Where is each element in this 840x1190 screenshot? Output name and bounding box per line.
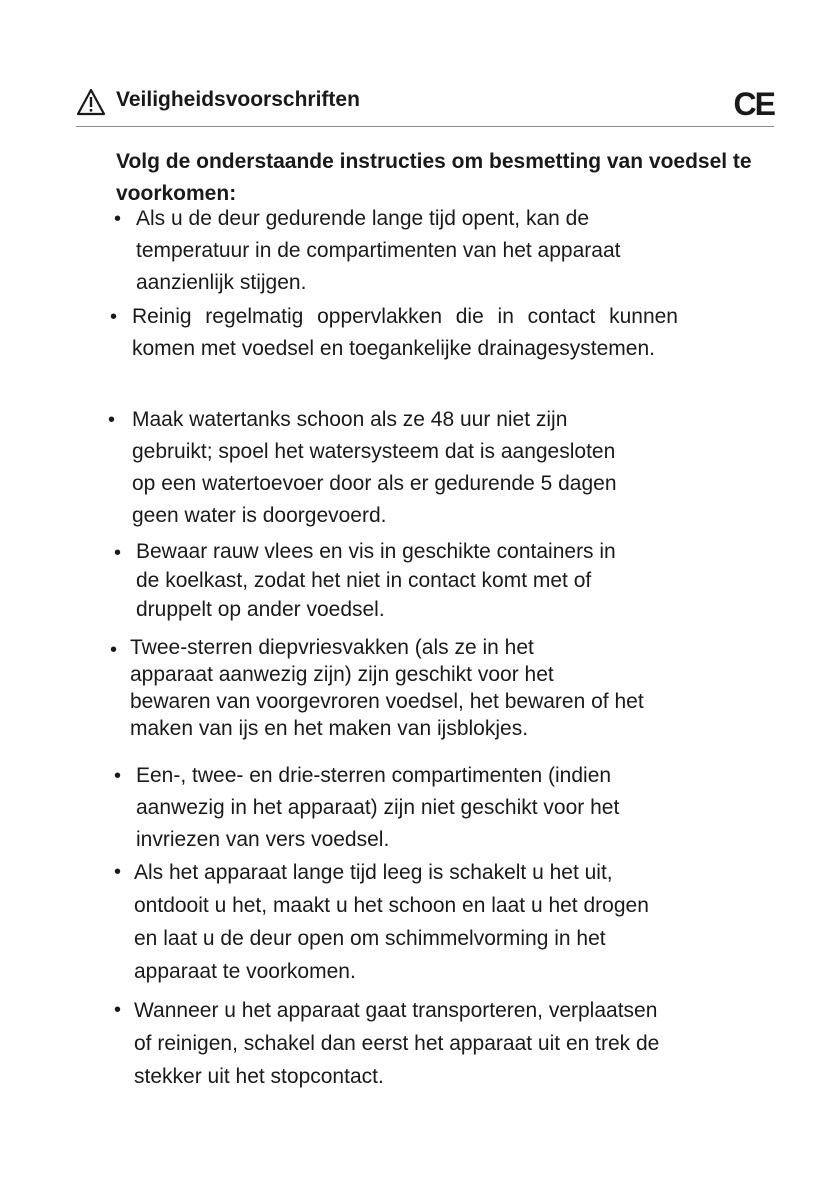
instruction-item-7: Als het apparaat lange tijd leeg is schakelt u het uit, ontdooit u het, maakt u het schoon en laat u het drogen en laat u de deur open om schimmelvorming in het apparaat te voorkomen. bbox=[134, 861, 649, 983]
ce-mark: CE bbox=[733, 86, 774, 122]
bullet-marker: • bbox=[110, 306, 118, 328]
header-divider bbox=[76, 126, 774, 127]
warning-triangle-icon bbox=[76, 88, 106, 116]
instruction-item-2: Reinig regelmatig oppervlakken die in contact kunnen komen met voedsel en toegankelijke drainagesystemen. bbox=[132, 305, 678, 360]
page-title: Veiligheidsvoorschriften bbox=[116, 88, 360, 111]
bullet-marker: • bbox=[114, 542, 122, 564]
instruction-item-4: Bewaar rauw vlees en vis in geschikte containers in de koelkast, zodat het niet in contact komt met of druppelt op ander voedsel. bbox=[136, 540, 616, 621]
bullet-marker: • bbox=[114, 861, 122, 883]
bullet-marker: • bbox=[114, 999, 122, 1021]
instruction-item-5: Twee-sterren diepvriesvakken (als ze in het apparaat aanwezig zijn) zijn geschikt voor het bewaren van voorgevroren voedsel, het bewaren of het maken van ijs en het maken van ijsblokjes. bbox=[130, 636, 644, 740]
instruction-item-1: Als u de deur gedurende lange tijd opent, kan de temperatuur in de compartimenten van het apparaat aanzienlijk stijgen. bbox=[136, 207, 621, 294]
bullet-marker: • bbox=[108, 409, 116, 431]
instruction-item-8: Wanneer u het apparaat gaat transporteren, verplaatsen of reinigen, schakel dan eerst het apparaat uit en trek de stekker uit het stopcontact. bbox=[134, 999, 660, 1088]
bullet-marker: • bbox=[114, 208, 122, 230]
page-header bbox=[76, 86, 774, 126]
bullet-marker: • bbox=[114, 765, 122, 787]
instruction-item-3: Maak watertanks schoon als ze 48 uur niet zijn gebruikt; spoel het watersysteem dat is aangesloten op een watertoevoer door als er gedurende 5 dagen geen water is doorgevoerd. bbox=[132, 408, 617, 527]
bullet-marker: • bbox=[110, 639, 118, 661]
intro-heading: Volg de onderstaande instructies om besmetting van voedsel te voorkomen: bbox=[116, 150, 752, 205]
instruction-item-6: Een-, twee- en drie-sterren compartimenten (indien aanwezig in het apparaat) zijn niet geschikt voor het invriezen van vers voedsel. bbox=[136, 764, 620, 851]
